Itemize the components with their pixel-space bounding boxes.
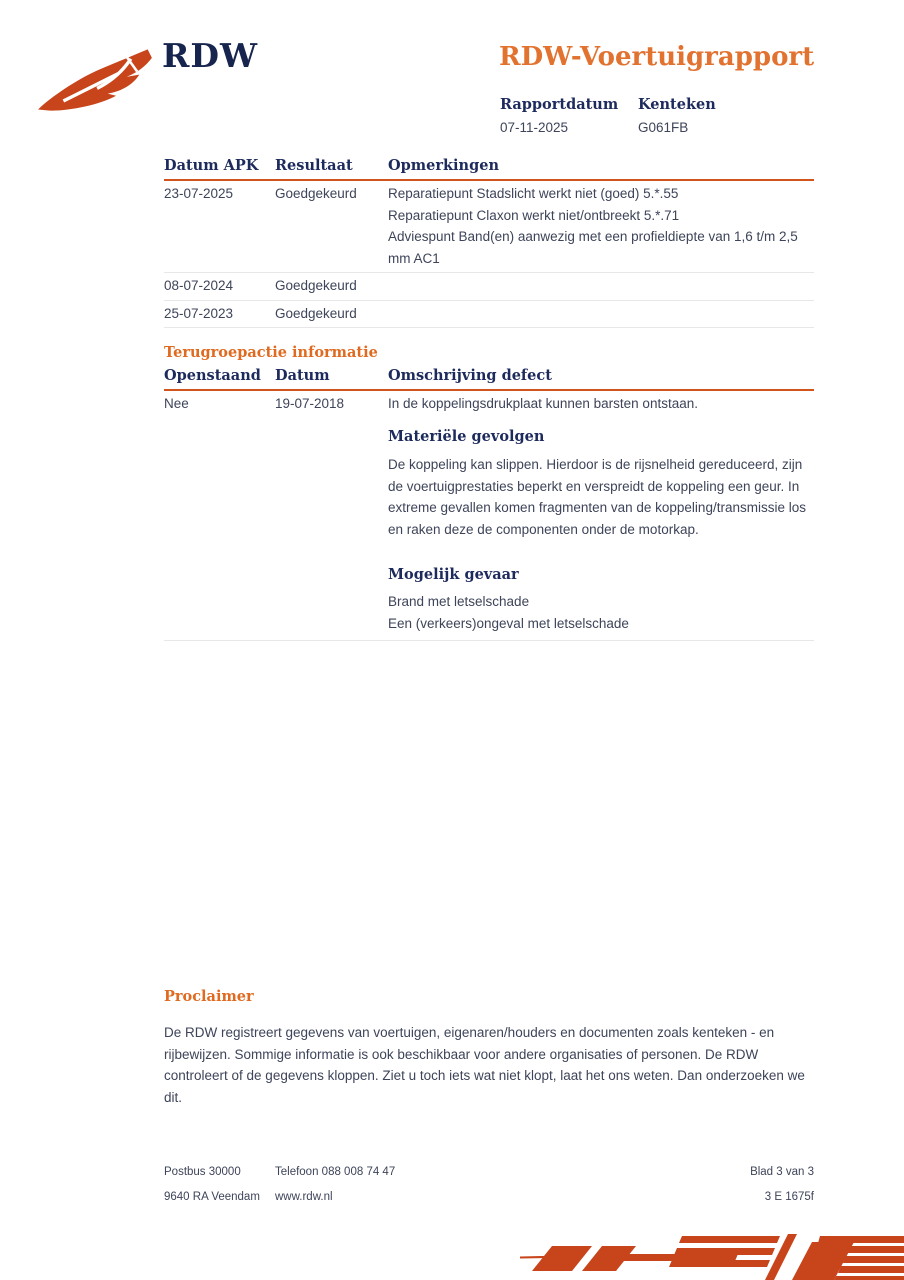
apk-row-opmerkingen xyxy=(388,275,814,297)
rdw-logo-icon xyxy=(36,48,154,114)
footer-address xyxy=(164,1166,260,1203)
apk-header-opmerkingen: Opmerkingen xyxy=(388,157,499,174)
footer-city: 9640 RA Veendam xyxy=(164,1191,260,1203)
opmerking-line: Reparatiepunt Stadslicht werkt niet (goed) 5.*.55 xyxy=(388,186,679,201)
apk-row-resultaat: Goedgekeurd xyxy=(275,278,357,293)
apk-row-datum: 23-07-2025 xyxy=(164,186,234,201)
license-plate-label: Kenteken xyxy=(638,96,716,113)
footer-form-code: 3 E 1675f xyxy=(764,1191,814,1203)
material-consequences-heading: Materiële gevolgen xyxy=(388,428,545,445)
table-row xyxy=(164,301,814,329)
recall-row-openstaand: Nee xyxy=(164,396,189,411)
danger-item: Brand met letselschade xyxy=(388,594,530,609)
apk-row-opmerkingen xyxy=(388,183,814,269)
recall-header-omschrijving: Omschrijving defect xyxy=(388,367,552,384)
recall-section-title: Terugroepactie informatie xyxy=(164,344,378,361)
table-row xyxy=(164,391,814,418)
rdw-stripes-graphic-icon xyxy=(520,1234,904,1280)
apk-header-resultaat: Resultaat xyxy=(275,157,353,174)
apk-row-datum: 08-07-2024 xyxy=(164,278,234,293)
table-row xyxy=(164,181,814,273)
footer-phone: Telefoon 088 008 74 47 xyxy=(275,1166,396,1178)
footer-page-info xyxy=(750,1166,814,1203)
section-divider xyxy=(164,640,814,641)
apk-row-datum: 25-07-2023 xyxy=(164,305,234,321)
apk-row-opmerkingen xyxy=(388,303,814,325)
footer-website: www.rdw.nl xyxy=(275,1191,333,1203)
recall-section xyxy=(164,344,814,418)
report-date-label: Rapportdatum xyxy=(500,96,619,113)
proclaimer-title: Proclaimer xyxy=(164,988,254,1005)
recall-row-datum: 19-07-2018 xyxy=(275,396,345,411)
opmerking-line: Adviespunt Band(en) aanwezig met een profieldiepte van 1,6 t/m 2,5 mm AC1 xyxy=(388,229,798,266)
possible-danger-heading: Mogelijk gevaar xyxy=(388,566,519,583)
recall-header-datum: Datum xyxy=(275,367,330,384)
apk-row-resultaat: Goedgekeurd xyxy=(275,305,357,321)
danger-item: Een (verkeers)ongeval met letselschade xyxy=(388,615,629,631)
footer-postbus: Postbus 30000 xyxy=(164,1166,241,1178)
table-row xyxy=(164,273,814,301)
report-meta xyxy=(500,96,716,135)
footer-contact xyxy=(275,1166,395,1203)
opmerking-line: Reparatiepunt Claxon werkt niet/ontbreekt 5.*.71 xyxy=(388,207,680,223)
report-date-value: 07-11-2025 xyxy=(500,120,569,135)
proclaimer-section xyxy=(164,988,819,1108)
proclaimer-text: De RDW registreert gegevens van voertuigen, eigenaren/houders en documenten zoals kenteken - en rijbewijzen. Sommige informatie is ook beschikbaar voor andere organisaties of personen. De RDW controleert of de gegevens kloppen. Ziet u toch iets wat niet klopt, laat het ons weten. Dan onderzoeken we dit. xyxy=(164,1025,805,1105)
page-title: RDW-Voertuigrapport xyxy=(499,42,815,72)
possible-danger-list xyxy=(388,591,818,634)
recall-row-omschrijving: In de koppelingsdrukplaat kunnen barsten ontstaan. xyxy=(388,396,698,411)
brand-wordmark: RDW xyxy=(162,36,259,75)
recall-table-header xyxy=(164,367,814,391)
recall-header-openstaand: Openstaand xyxy=(164,367,261,384)
footer-page-number: Blad 3 van 3 xyxy=(750,1166,814,1178)
material-consequences-text: De koppeling kan slippen. Hierdoor is de rijsnelheid gereduceerd, zijn de voertuigprestaties beperkt en verspreidt de koppeling een geur. In extreme gevallen komen fragmenten van de koppeling/transmissie los en raken deze de componenten onder de motorkap. xyxy=(388,457,806,537)
apk-row-resultaat: Goedgekeurd xyxy=(275,186,357,201)
license-plate-value: G061FB xyxy=(638,120,689,135)
apk-table-header xyxy=(164,157,814,181)
apk-header-datum: Datum APK xyxy=(164,157,259,174)
apk-table xyxy=(164,157,814,328)
recall-detail xyxy=(388,428,818,634)
